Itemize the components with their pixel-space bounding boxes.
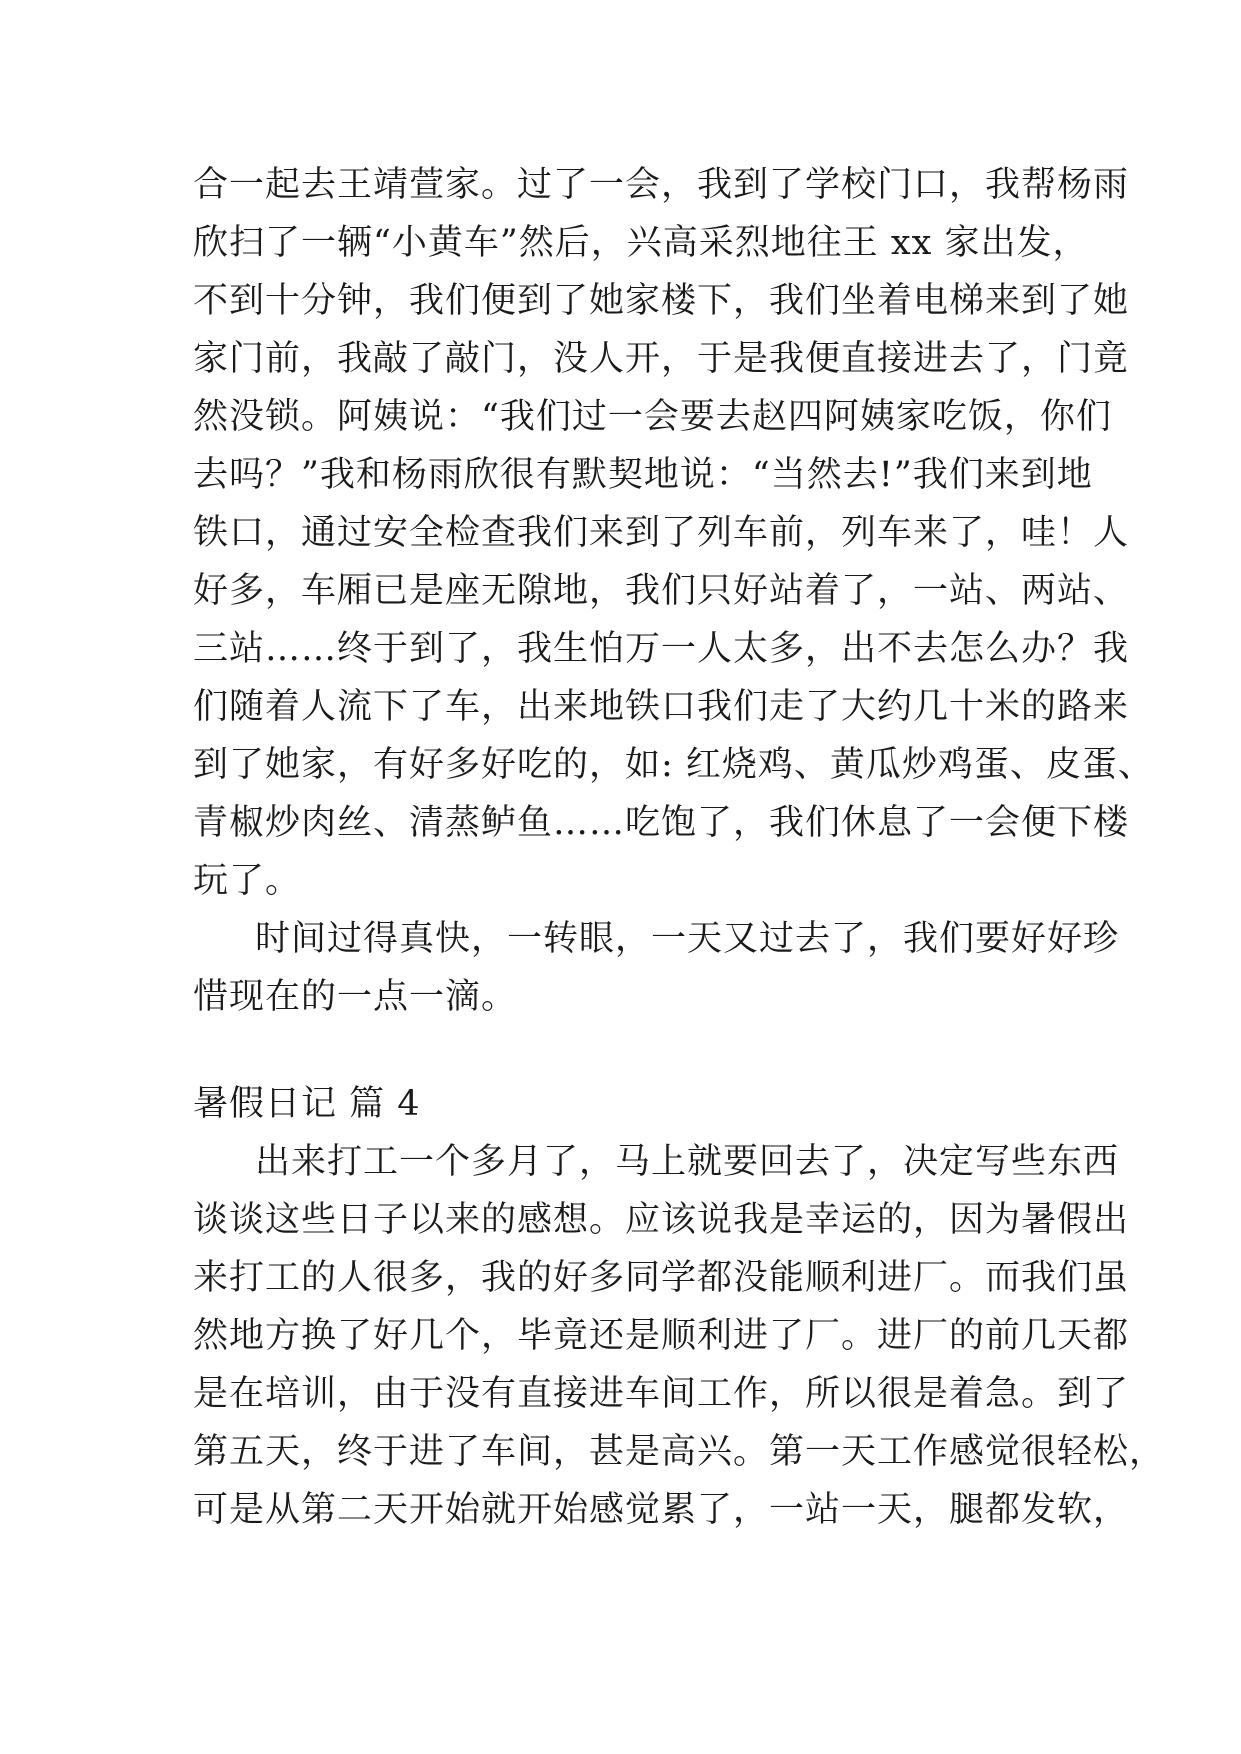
- text-line: 好多，车厢已是座无隙地，我们只好站着了，一站、两站、: [193, 571, 1130, 611]
- text-line: 们随着人流下了车，出来地铁口我们走了大约几十米的路来: [193, 687, 1130, 727]
- text-line: 可是从第二天开始就开始感觉累了，一站一天，腿都发软，: [193, 1490, 1130, 1530]
- text-line: 铁口，通过安全检查我们来到了列车前，列车来了，哇！人: [193, 513, 1130, 553]
- text-line: 出来打工一个多月了，马上就要回去了，决定写些东西: [255, 1142, 1120, 1182]
- text-line: 去吗？”我和杨雨欣很有默契地说：“当然去!”我们来到地: [193, 455, 1093, 495]
- text-line: 然地方换了好几个，毕竟还是顺利进了厂。进厂的前几天都: [193, 1316, 1130, 1356]
- text-line: 三站……终于到了，我生怕万一人太多，出不去怎么办？我: [193, 629, 1130, 669]
- text-line: 合一起去王靖萱家。过了一会，我到了学校门口，我帮杨雨: [193, 165, 1130, 205]
- text-line: 到了她家，有好多好吃的，如: 红烧鸡、黄瓜炒鸡蛋、皮蛋、: [193, 745, 1154, 785]
- text-line: 是在培训，由于没有直接进车间工作，所以很是着急。到了: [193, 1374, 1130, 1414]
- text-line: 时间过得真快，一转眼，一天又过去了，我们要好好珍: [255, 919, 1120, 959]
- text-line: 欣扫了一辆“小黄车”然后，兴高采烈地往王 xx 家出发，: [193, 223, 1089, 263]
- text-line: 然没锁。阿姨说：“我们过一会要去赵四阿姨家吃饭，你们: [193, 397, 1112, 437]
- section-heading: 暑假日记 篇 4: [193, 1084, 421, 1124]
- text-line: 第五天，终于进了车间，甚是高兴。第一天工作感觉很轻松，: [193, 1432, 1166, 1472]
- text-line: 家门前，我敲了敲门，没人开，于是我便直接进去了，门竟: [193, 339, 1130, 379]
- text-line: 不到十分钟，我们便到了她家楼下，我们坐着电梯来到了她: [193, 281, 1130, 321]
- text-line: 来打工的人很多，我的好多同学都没能顺利进厂。而我们虽: [193, 1258, 1130, 1298]
- text-line: 玩了。: [193, 861, 302, 901]
- text-line: 青椒炒肉丝、清蒸鲈鱼……吃饱了，我们休息了一会便下楼: [193, 803, 1130, 843]
- text-line: 谈谈这些日子以来的感想。应该说我是幸运的，因为暑假出: [193, 1200, 1130, 1240]
- text-line: 惜现在的一点一滴。: [193, 977, 518, 1017]
